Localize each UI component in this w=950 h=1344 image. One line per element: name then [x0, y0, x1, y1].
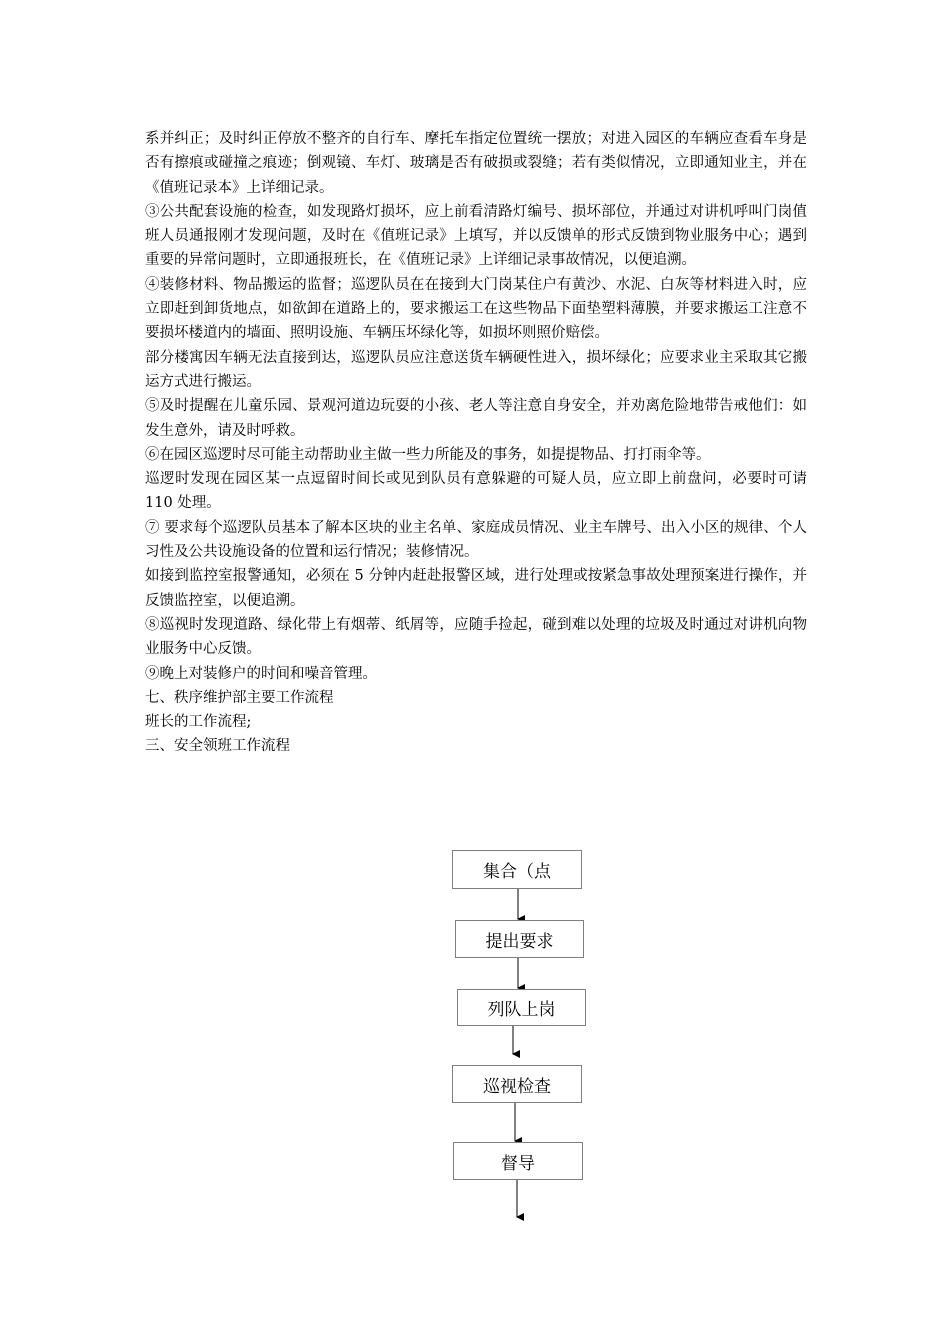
paragraph-2: ③公共配套设施的检查，如发现路灯损坏，应上前看清路灯编号、损坏部位，并通过对讲机呼叫门岗值班人员通报刚才发现问题，及时在《值班记录》上填写，并以反馈单的形式反馈到物业服务中心；遇到重要的异常问题时，立即通报班长，在《值班记录》上详细记录事故情况，以便追溯。 — [145, 203, 807, 269]
section-heading-3: 三、安全领班工作流程 — [145, 738, 290, 755]
section-heading-7: 七、秩序维护部主要工作流程 — [145, 689, 334, 706]
flow-step-requirements: 提出要求 — [455, 920, 584, 958]
flow-step-assemble: 集合（点 — [452, 850, 582, 889]
paragraph-6: ⑥在园区巡逻时尽可能主动帮助业主做一些力所能及的事务，如提提物品、打打雨伞等。 — [145, 446, 711, 463]
subheading-team-leader: 班长的工作流程; — [145, 714, 252, 731]
paragraph-11: ⑨晚上对装修户的时间和噪音管理。 — [145, 665, 377, 682]
paragraph-10: ⑧巡视时发现道路、绿化带上有烟蒂、纸屑等，应随手捡起，碰到难以处理的垃圾及时通过对讲机向物业服务中心反馈。 — [145, 616, 807, 658]
flow-step-supervise: 督导 — [453, 1142, 583, 1180]
paragraph-8: ⑦ 要求每个巡逻队员基本了解本区块的业主名单、家庭成员情况、业主车牌号、出入小区的规律、个人习性及公共设施设备的位置和运行情况；装修情况。 — [145, 519, 807, 561]
paragraph-9: 如接到监控室报警通知，必须在 5 分钟内赶赴报警区域，进行处理或按紧急事故处理预案进行操作，并反馈监控室，以便追溯。 — [145, 568, 807, 609]
paragraph-3: ④装修材料、物品搬运的监督；巡逻队员在在接到大门岗某住户有黄沙、水泥、白灰等材料进入时，应立即赶到卸货地点，如欲卸在道路上的，要求搬运工在这些物品下面垫塑料薄膜，并要求搬运工注意不要损坏楼道内的墙面、照明设施、车辆压坏绿化等，如损坏则照价赔偿。 — [145, 276, 807, 342]
flow-step-inspection: 巡视检查 — [452, 1065, 582, 1103]
paragraph-5: ⑤及时提醒在儿童乐园、景观河道边玩耍的小孩、老人等注意自身安全，并劝离危险地带告戒他们：如发生意外，请及时呼救。 — [145, 398, 807, 439]
flow-step-line-up: 列队上岗 — [457, 989, 586, 1026]
paragraph-4: 部分楼寓因车辆无法直接到达，巡逻队员应注意送货车辆硬性进入，损坏绿化；应要求业主采取其它搬运方式进行搬运。 — [145, 349, 807, 390]
paragraph-7: 巡逻时发现在园区某一点逗留时间长或见到队员有意躲避的可疑人员，应立即上前盘问，必要时可请 110 处理。 — [145, 471, 807, 512]
paragraph-1: 系并纠正；及时纠正停放不整齐的自行车、摩托车指定位置统一摆放；对进入园区的车辆应查看车身是否有擦痕或碰撞之痕迹；倒观镜、车灯、玻璃是否有破损或裂缝；若有类似情况，立即通知业主，并在《值班记录本》上详细记录。 — [145, 131, 807, 196]
